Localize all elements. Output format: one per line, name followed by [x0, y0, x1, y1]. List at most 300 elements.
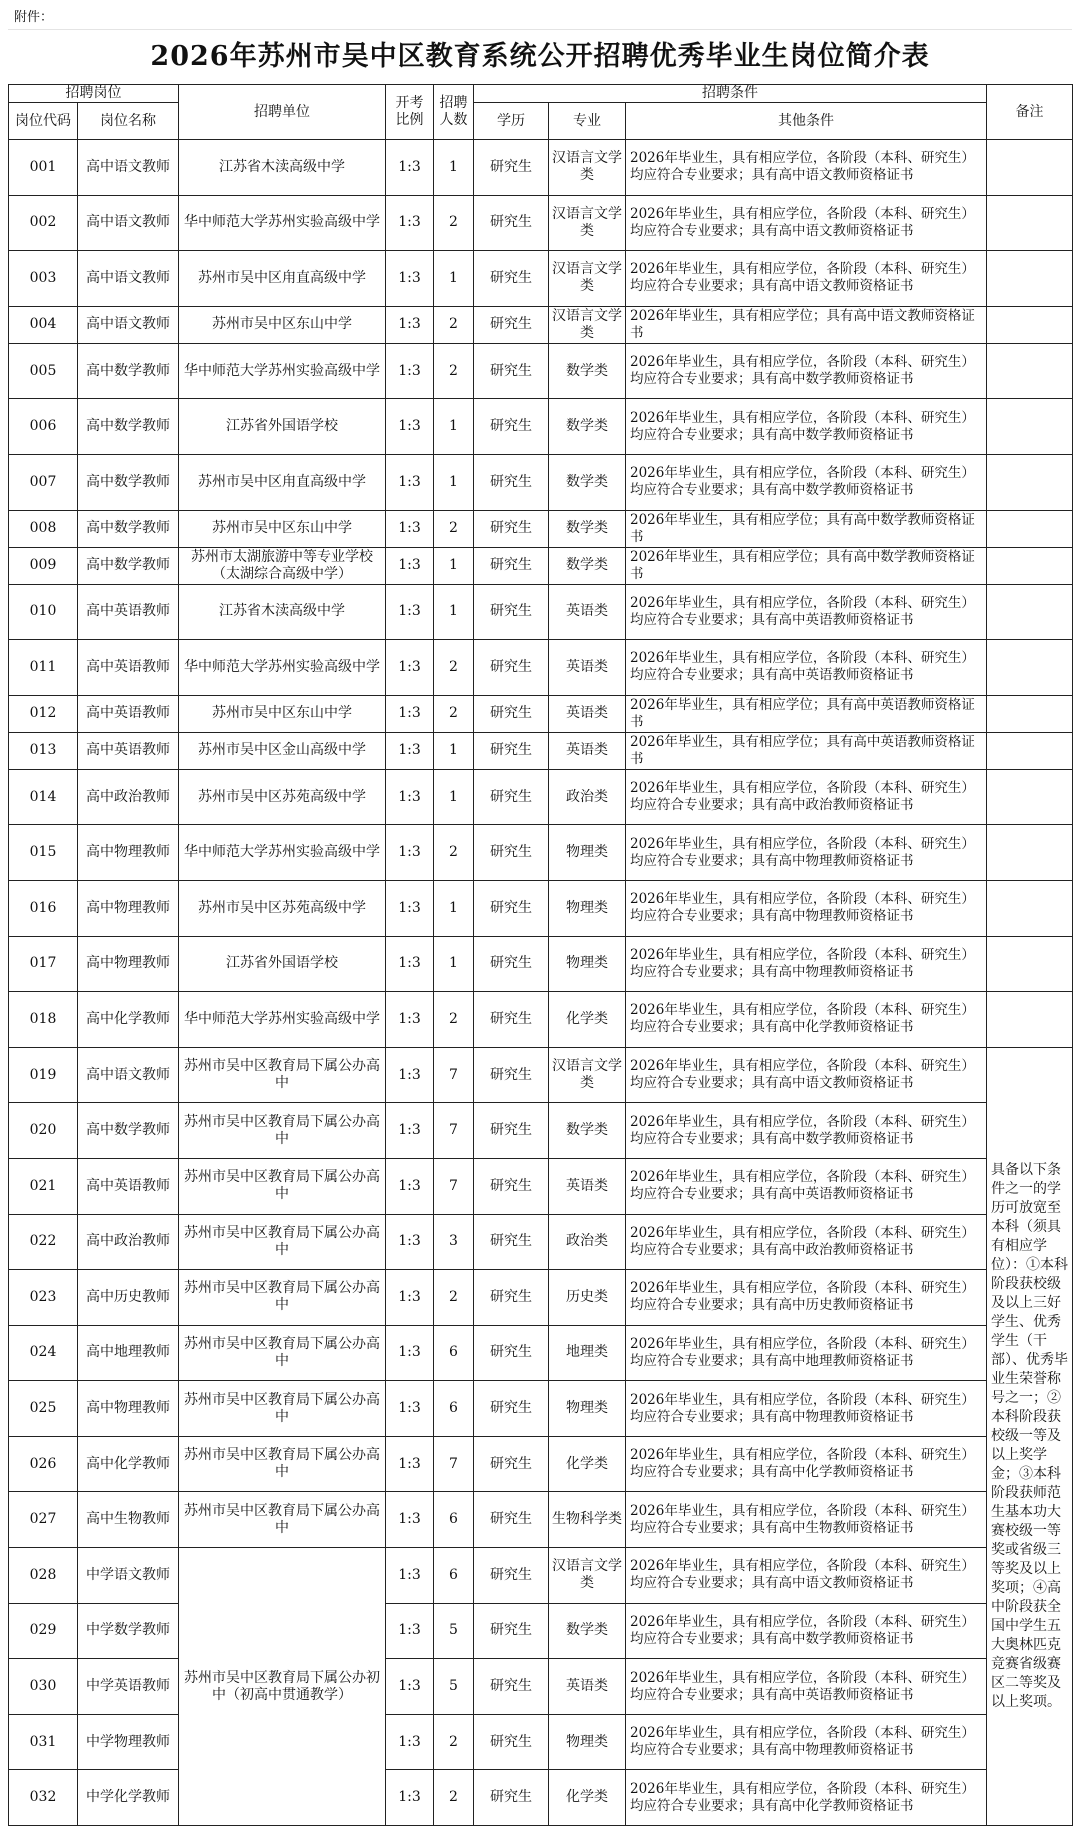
education-cell: 研究生	[474, 584, 549, 640]
table-row	[9, 825, 1073, 881]
ratio-cell: 1:3	[386, 1770, 434, 1826]
unit-cell: 苏州市吴中区教育局下属公办高中	[179, 1158, 386, 1214]
table-row	[9, 1436, 1073, 1492]
other-conditions-cell: 2026年毕业生，具有相应学位，各阶段（本科、研究生）均应符合专业要求；具有高中数学教师资格证书	[626, 399, 987, 455]
major-cell: 数学类	[549, 510, 626, 547]
remark-cell	[987, 547, 1073, 584]
other-conditions-cell: 2026年毕业生，具有相应学位，各阶段（本科、研究生）均应符合专业要求；具有高中物理教师资格证书	[626, 825, 987, 881]
education-cell: 研究生	[474, 1381, 549, 1437]
count-cell: 1	[434, 251, 474, 307]
table-row	[9, 1714, 1073, 1770]
ratio-cell: 1:3	[386, 1714, 434, 1770]
count-cell: 7	[434, 1047, 474, 1103]
education-cell: 研究生	[474, 1659, 549, 1715]
education-cell: 研究生	[474, 1714, 549, 1770]
post-name-cell: 中学物理教师	[78, 1714, 179, 1770]
unit-cell: 苏州市吴中区甪直高级中学	[179, 251, 386, 307]
other-conditions-cell: 2026年毕业生，具有相应学位，各阶段（本科、研究生）均应符合专业要求；具有高中物理教师资格证书	[626, 936, 987, 992]
remark-cell	[987, 510, 1073, 547]
other-conditions-cell: 2026年毕业生，具有相应学位，各阶段（本科、研究生）均应符合专业要求；具有高中物理教师资格证书	[626, 1714, 987, 1770]
post-code-cell: 023	[9, 1270, 78, 1326]
ratio-cell: 1:3	[386, 399, 434, 455]
post-name-cell: 高中语文教师	[78, 251, 179, 307]
count-cell: 1	[434, 880, 474, 936]
major-cell: 物理类	[549, 1714, 626, 1770]
post-name-cell: 高中化学教师	[78, 992, 179, 1048]
post-code-cell: 011	[9, 640, 78, 696]
table-body	[9, 140, 1073, 1826]
other-conditions-cell: 2026年毕业生，具有相应学位，各阶段（本科、研究生）均应符合专业要求；具有高中英语教师资格证书	[626, 1158, 987, 1214]
major-cell: 数学类	[549, 1603, 626, 1659]
unit-cell: 苏州市吴中区苏苑高级中学	[179, 769, 386, 825]
table-row	[9, 140, 1073, 196]
unit-cell: 华中师范大学苏州实验高级中学	[179, 640, 386, 696]
table-row	[9, 1047, 1073, 1103]
header-group-post: 招聘岗位	[9, 85, 179, 103]
other-conditions-cell: 2026年毕业生，具有相应学位，各阶段（本科、研究生）均应符合专业要求；具有高中化学教师资格证书	[626, 1770, 987, 1826]
unit-cell: 华中师范大学苏州实验高级中学	[179, 195, 386, 251]
post-name-cell: 高中数学教师	[78, 399, 179, 455]
remark-cell	[987, 584, 1073, 640]
table-row	[9, 343, 1073, 399]
ratio-cell: 1:3	[386, 1047, 434, 1103]
ratio-cell: 1:3	[386, 992, 434, 1048]
other-conditions-cell: 2026年毕业生，具有相应学位，各阶段（本科、研究生）均应符合专业要求；具有高中物理教师资格证书	[626, 1381, 987, 1437]
major-cell: 数学类	[549, 454, 626, 510]
post-code-cell: 024	[9, 1325, 78, 1381]
ratio-cell: 1:3	[386, 1103, 434, 1159]
post-code-cell: 008	[9, 510, 78, 547]
ratio-cell: 1:3	[386, 1436, 434, 1492]
ratio-cell: 1:3	[386, 1381, 434, 1437]
education-cell: 研究生	[474, 547, 549, 584]
post-name-cell: 高中英语教师	[78, 1158, 179, 1214]
table-row	[9, 1103, 1073, 1159]
table-row	[9, 992, 1073, 1048]
other-conditions-cell: 2026年毕业生，具有相应学位，各阶段（本科、研究生）均应符合专业要求；具有高中语文教师资格证书	[626, 1047, 987, 1103]
education-cell: 研究生	[474, 1603, 549, 1659]
count-cell: 1	[434, 547, 474, 584]
unit-cell: 苏州市太湖旅游中等专业学校（太湖综合高级中学）	[179, 547, 386, 584]
major-cell: 英语类	[549, 732, 626, 769]
remark-cell	[987, 140, 1073, 196]
unit-cell: 苏州市吴中区教育局下属公办高中	[179, 1381, 386, 1437]
post-name-cell: 高中英语教师	[78, 584, 179, 640]
ratio-cell: 1:3	[386, 584, 434, 640]
remark-cell	[987, 251, 1073, 307]
other-conditions-cell: 2026年毕业生，具有相应学位，各阶段（本科、研究生）均应符合专业要求；具有高中数学教师资格证书	[626, 1103, 987, 1159]
education-cell: 研究生	[474, 1270, 549, 1326]
table-row	[9, 510, 1073, 547]
unit-cell: 苏州市吴中区教育局下属公办高中	[179, 1270, 386, 1326]
table-row	[9, 880, 1073, 936]
post-code-cell: 018	[9, 992, 78, 1048]
ratio-cell: 1:3	[386, 1492, 434, 1548]
count-cell: 2	[434, 640, 474, 696]
other-conditions-cell: 2026年毕业生，具有相应学位；具有高中英语教师资格证书	[626, 695, 987, 732]
table-row	[9, 1270, 1073, 1326]
other-conditions-cell: 2026年毕业生，具有相应学位；具有高中数学教师资格证书	[626, 510, 987, 547]
remark-cell	[987, 306, 1073, 343]
ratio-cell: 1:3	[386, 1158, 434, 1214]
ratio-cell: 1:3	[386, 1659, 434, 1715]
post-code-cell: 026	[9, 1436, 78, 1492]
major-cell: 汉语言文学类	[549, 140, 626, 196]
major-cell: 数学类	[549, 399, 626, 455]
other-conditions-cell: 2026年毕业生，具有相应学位，各阶段（本科、研究生）均应符合专业要求；具有高中化学教师资格证书	[626, 1436, 987, 1492]
unit-cell: 华中师范大学苏州实验高级中学	[179, 343, 386, 399]
other-conditions-cell: 2026年毕业生，具有相应学位，各阶段（本科、研究生）均应符合专业要求；具有高中英语教师资格证书	[626, 584, 987, 640]
other-conditions-cell: 2026年毕业生，具有相应学位，各阶段（本科、研究生）均应符合专业要求；具有高中英语教师资格证书	[626, 1659, 987, 1715]
post-code-cell: 031	[9, 1714, 78, 1770]
education-cell: 研究生	[474, 343, 549, 399]
education-cell: 研究生	[474, 1436, 549, 1492]
count-cell: 2	[434, 343, 474, 399]
header-ratio: 开考比例	[386, 85, 434, 140]
post-code-cell: 021	[9, 1158, 78, 1214]
post-code-cell: 010	[9, 584, 78, 640]
table-row	[9, 454, 1073, 510]
post-name-cell: 中学语文教师	[78, 1548, 179, 1604]
count-cell: 2	[434, 1714, 474, 1770]
ratio-cell: 1:3	[386, 251, 434, 307]
other-conditions-cell: 2026年毕业生，具有相应学位，各阶段（本科、研究生）均应符合专业要求；具有高中数学教师资格证书	[626, 1603, 987, 1659]
ratio-cell: 1:3	[386, 306, 434, 343]
table-row	[9, 1770, 1073, 1826]
remark-cell	[987, 880, 1073, 936]
header-other: 其他条件	[626, 103, 987, 140]
count-cell: 1	[434, 399, 474, 455]
education-cell: 研究生	[474, 454, 549, 510]
post-code-cell: 007	[9, 454, 78, 510]
count-cell: 2	[434, 306, 474, 343]
page-title: 2026年苏州市吴中区教育系统公开招聘优秀毕业生岗位简介表	[150, 41, 930, 72]
major-cell: 汉语言文学类	[549, 195, 626, 251]
post-code-cell: 015	[9, 825, 78, 881]
post-code-cell: 005	[9, 343, 78, 399]
major-cell: 数学类	[549, 547, 626, 584]
other-conditions-cell: 2026年毕业生，具有相应学位，各阶段（本科、研究生）均应符合专业要求；具有高中物理教师资格证书	[626, 880, 987, 936]
unit-cell: 苏州市吴中区教育局下属公办高中	[179, 1325, 386, 1381]
remark-cell	[987, 640, 1073, 696]
ratio-cell: 1:3	[386, 640, 434, 696]
post-name-cell: 高中物理教师	[78, 936, 179, 992]
post-code-cell: 029	[9, 1603, 78, 1659]
table-row	[9, 1325, 1073, 1381]
ratio-cell: 1:3	[386, 732, 434, 769]
other-conditions-cell: 2026年毕业生，具有相应学位；具有高中数学教师资格证书	[626, 547, 987, 584]
ratio-cell: 1:3	[386, 1214, 434, 1270]
count-cell: 6	[434, 1325, 474, 1381]
education-cell: 研究生	[474, 936, 549, 992]
post-code-cell: 019	[9, 1047, 78, 1103]
header-post-name: 岗位名称	[78, 103, 179, 140]
ratio-cell: 1:3	[386, 1548, 434, 1604]
post-code-cell: 028	[9, 1548, 78, 1604]
count-cell: 1	[434, 769, 474, 825]
education-cell: 研究生	[474, 1325, 549, 1381]
post-code-cell: 009	[9, 547, 78, 584]
ratio-cell: 1:3	[386, 343, 434, 399]
post-name-cell: 高中语文教师	[78, 140, 179, 196]
major-cell: 英语类	[549, 1158, 626, 1214]
count-cell: 3	[434, 1214, 474, 1270]
major-cell: 汉语言文学类	[549, 306, 626, 343]
major-cell: 物理类	[549, 936, 626, 992]
ratio-cell: 1:3	[386, 140, 434, 196]
major-cell: 地理类	[549, 1325, 626, 1381]
header-group-conditions: 招聘条件	[474, 85, 987, 103]
major-cell: 化学类	[549, 992, 626, 1048]
education-cell: 研究生	[474, 1214, 549, 1270]
remark-cell	[987, 343, 1073, 399]
table-row	[9, 1548, 1073, 1604]
remark-cell	[987, 825, 1073, 881]
table-row	[9, 306, 1073, 343]
remark-note-cell: 具备以下条件之一的学历可放宽至本科（须具有相应学位）：①本科阶段获校级及以上三好学生、优秀学生（干部）、优秀毕业生荣誉称号之一；②本科阶段获校级一等及以上奖学金；③本科阶段获师范生基本功大赛校级一等奖或省级三等奖及以上奖项；④高中阶段获全国中学生五大奥林匹克竞赛省级赛区二等奖及以上奖项。	[987, 1047, 1073, 1825]
post-code-cell: 025	[9, 1381, 78, 1437]
count-cell: 2	[434, 195, 474, 251]
post-name-cell: 中学英语教师	[78, 1659, 179, 1715]
major-cell: 数学类	[549, 343, 626, 399]
table-row	[9, 640, 1073, 696]
post-code-cell: 017	[9, 936, 78, 992]
table-row	[9, 1158, 1073, 1214]
remark-cell	[987, 695, 1073, 732]
post-name-cell: 中学化学教师	[78, 1770, 179, 1826]
major-cell: 汉语言文学类	[549, 1548, 626, 1604]
post-name-cell: 高中数学教师	[78, 343, 179, 399]
education-cell: 研究生	[474, 1158, 549, 1214]
post-name-cell: 中学数学教师	[78, 1603, 179, 1659]
major-cell: 历史类	[549, 1270, 626, 1326]
post-code-cell: 006	[9, 399, 78, 455]
ratio-cell: 1:3	[386, 547, 434, 584]
unit-cell: 华中师范大学苏州实验高级中学	[179, 992, 386, 1048]
other-conditions-cell: 2026年毕业生，具有相应学位，各阶段（本科、研究生）均应符合专业要求；具有高中历史教师资格证书	[626, 1270, 987, 1326]
education-cell: 研究生	[474, 992, 549, 1048]
post-name-cell: 高中语文教师	[78, 195, 179, 251]
post-name-cell: 高中物理教师	[78, 880, 179, 936]
table-row	[9, 195, 1073, 251]
unit-cell: 苏州市吴中区东山中学	[179, 695, 386, 732]
post-name-cell: 高中历史教师	[78, 1270, 179, 1326]
post-name-cell: 高中生物教师	[78, 1492, 179, 1548]
table-row	[9, 1603, 1073, 1659]
education-cell: 研究生	[474, 251, 549, 307]
post-code-cell: 022	[9, 1214, 78, 1270]
count-cell: 6	[434, 1381, 474, 1437]
ratio-cell: 1:3	[386, 195, 434, 251]
unit-cell: 江苏省外国语学校	[179, 399, 386, 455]
education-cell: 研究生	[474, 825, 549, 881]
ratio-cell: 1:3	[386, 1325, 434, 1381]
header-major: 专业	[549, 103, 626, 140]
unit-cell: 苏州市吴中区金山高级中学	[179, 732, 386, 769]
education-cell: 研究生	[474, 769, 549, 825]
major-cell: 汉语言文学类	[549, 1047, 626, 1103]
count-cell: 2	[434, 695, 474, 732]
major-cell: 化学类	[549, 1770, 626, 1826]
education-cell: 研究生	[474, 399, 549, 455]
count-cell: 1	[434, 454, 474, 510]
post-name-cell: 高中英语教师	[78, 695, 179, 732]
unit-cell: 苏州市吴中区东山中学	[179, 306, 386, 343]
table-row	[9, 1214, 1073, 1270]
unit-cell: 苏州市吴中区教育局下属公办高中	[179, 1047, 386, 1103]
post-name-cell: 高中数学教师	[78, 454, 179, 510]
count-cell: 7	[434, 1103, 474, 1159]
major-cell: 化学类	[549, 1436, 626, 1492]
major-cell: 英语类	[549, 1659, 626, 1715]
shared-unit-cell: 苏州市吴中区教育局下属公办初中（初高中贯通教学）	[179, 1548, 386, 1826]
table-row	[9, 251, 1073, 307]
education-cell: 研究生	[474, 306, 549, 343]
count-cell: 5	[434, 1603, 474, 1659]
ratio-cell: 1:3	[386, 454, 434, 510]
unit-cell: 苏州市吴中区东山中学	[179, 510, 386, 547]
major-cell: 政治类	[549, 1214, 626, 1270]
education-cell: 研究生	[474, 1548, 549, 1604]
other-conditions-cell: 2026年毕业生，具有相应学位，各阶段（本科、研究生）均应符合专业要求；具有高中地理教师资格证书	[626, 1325, 987, 1381]
major-cell: 物理类	[549, 825, 626, 881]
attachment-label: 附件：	[8, 7, 1072, 30]
post-code-cell: 013	[9, 732, 78, 769]
other-conditions-cell: 2026年毕业生，具有相应学位，各阶段（本科、研究生）均应符合专业要求；具有高中数学教师资格证书	[626, 343, 987, 399]
table-row	[9, 584, 1073, 640]
table-row	[9, 769, 1073, 825]
post-name-cell: 高中物理教师	[78, 1381, 179, 1437]
post-code-cell: 016	[9, 880, 78, 936]
post-code-cell: 027	[9, 1492, 78, 1548]
post-code-cell: 020	[9, 1103, 78, 1159]
post-code-cell: 032	[9, 1770, 78, 1826]
remark-cell	[987, 195, 1073, 251]
post-name-cell: 高中数学教师	[78, 547, 179, 584]
table-row	[9, 1492, 1073, 1548]
post-name-cell: 高中物理教师	[78, 825, 179, 881]
other-conditions-cell: 2026年毕业生，具有相应学位，各阶段（本科、研究生）均应符合专业要求；具有高中政治教师资格证书	[626, 1214, 987, 1270]
unit-cell: 苏州市吴中区教育局下属公办高中	[179, 1492, 386, 1548]
major-cell: 生物科学类	[549, 1492, 626, 1548]
education-cell: 研究生	[474, 640, 549, 696]
post-code-cell: 002	[9, 195, 78, 251]
table-row	[9, 547, 1073, 584]
other-conditions-cell: 2026年毕业生，具有相应学位，各阶段（本科、研究生）均应符合专业要求；具有高中语文教师资格证书	[626, 140, 987, 196]
education-cell: 研究生	[474, 1770, 549, 1826]
count-cell: 2	[434, 825, 474, 881]
recruitment-sheet	[8, 7, 1072, 1826]
count-cell: 2	[434, 992, 474, 1048]
education-cell: 研究生	[474, 695, 549, 732]
ratio-cell: 1:3	[386, 825, 434, 881]
count-cell: 1	[434, 140, 474, 196]
count-cell: 6	[434, 1548, 474, 1604]
education-cell: 研究生	[474, 1103, 549, 1159]
table-row	[9, 695, 1073, 732]
unit-cell: 江苏省木渎高级中学	[179, 584, 386, 640]
count-cell: 7	[434, 1436, 474, 1492]
ratio-cell: 1:3	[386, 936, 434, 992]
post-name-cell: 高中地理教师	[78, 1325, 179, 1381]
count-cell: 2	[434, 1270, 474, 1326]
major-cell: 物理类	[549, 880, 626, 936]
ratio-cell: 1:3	[386, 510, 434, 547]
positions-table	[8, 84, 1073, 1826]
remark-cell	[987, 454, 1073, 510]
remark-cell	[987, 732, 1073, 769]
post-name-cell: 高中英语教师	[78, 640, 179, 696]
other-conditions-cell: 2026年毕业生，具有相应学位，各阶段（本科、研究生）均应符合专业要求；具有高中政治教师资格证书	[626, 769, 987, 825]
post-code-cell: 001	[9, 140, 78, 196]
major-cell: 英语类	[549, 584, 626, 640]
count-cell: 1	[434, 584, 474, 640]
header-post-code: 岗位代码	[9, 103, 78, 140]
count-cell: 2	[434, 510, 474, 547]
count-cell: 1	[434, 732, 474, 769]
table-row	[9, 936, 1073, 992]
post-code-cell: 003	[9, 251, 78, 307]
table-row	[9, 399, 1073, 455]
remark-cell	[987, 992, 1073, 1048]
header-education: 学历	[474, 103, 549, 140]
major-cell: 政治类	[549, 769, 626, 825]
remark-cell	[987, 936, 1073, 992]
ratio-cell: 1:3	[386, 769, 434, 825]
unit-cell: 江苏省外国语学校	[179, 936, 386, 992]
major-cell: 英语类	[549, 695, 626, 732]
major-cell: 汉语言文学类	[549, 251, 626, 307]
unit-cell: 苏州市吴中区教育局下属公办高中	[179, 1436, 386, 1492]
unit-cell: 苏州市吴中区苏苑高级中学	[179, 880, 386, 936]
unit-cell: 苏州市吴中区甪直高级中学	[179, 454, 386, 510]
remark-cell	[987, 399, 1073, 455]
post-name-cell: 高中数学教师	[78, 1103, 179, 1159]
unit-cell: 苏州市吴中区教育局下属公办高中	[179, 1214, 386, 1270]
education-cell: 研究生	[474, 732, 549, 769]
education-cell: 研究生	[474, 195, 549, 251]
unit-cell: 苏州市吴中区教育局下属公办高中	[179, 1103, 386, 1159]
count-cell: 5	[434, 1659, 474, 1715]
post-name-cell: 高中政治教师	[78, 1214, 179, 1270]
other-conditions-cell: 2026年毕业生，具有相应学位，各阶段（本科、研究生）均应符合专业要求；具有高中语文教师资格证书	[626, 195, 987, 251]
education-cell: 研究生	[474, 880, 549, 936]
major-cell: 物理类	[549, 1381, 626, 1437]
header-remark: 备注	[987, 85, 1073, 140]
post-code-cell: 004	[9, 306, 78, 343]
ratio-cell: 1:3	[386, 880, 434, 936]
education-cell: 研究生	[474, 510, 549, 547]
post-code-cell: 014	[9, 769, 78, 825]
header-count: 招聘人数	[434, 85, 474, 140]
count-cell: 2	[434, 1770, 474, 1826]
ratio-cell: 1:3	[386, 1603, 434, 1659]
table-row	[9, 1659, 1073, 1715]
post-name-cell: 高中化学教师	[78, 1436, 179, 1492]
other-conditions-cell: 2026年毕业生，具有相应学位，各阶段（本科、研究生）均应符合专业要求；具有高中英语教师资格证书	[626, 640, 987, 696]
other-conditions-cell: 2026年毕业生，具有相应学位；具有高中语文教师资格证书	[626, 306, 987, 343]
post-name-cell: 高中英语教师	[78, 732, 179, 769]
post-name-cell: 高中语文教师	[78, 306, 179, 343]
other-conditions-cell: 2026年毕业生，具有相应学位，各阶段（本科、研究生）均应符合专业要求；具有高中数学教师资格证书	[626, 454, 987, 510]
post-code-cell: 012	[9, 695, 78, 732]
other-conditions-cell: 2026年毕业生，具有相应学位；具有高中英语教师资格证书	[626, 732, 987, 769]
ratio-cell: 1:3	[386, 695, 434, 732]
post-code-cell: 030	[9, 1659, 78, 1715]
table-row	[9, 1381, 1073, 1437]
education-cell: 研究生	[474, 140, 549, 196]
unit-cell: 江苏省木渎高级中学	[179, 140, 386, 196]
